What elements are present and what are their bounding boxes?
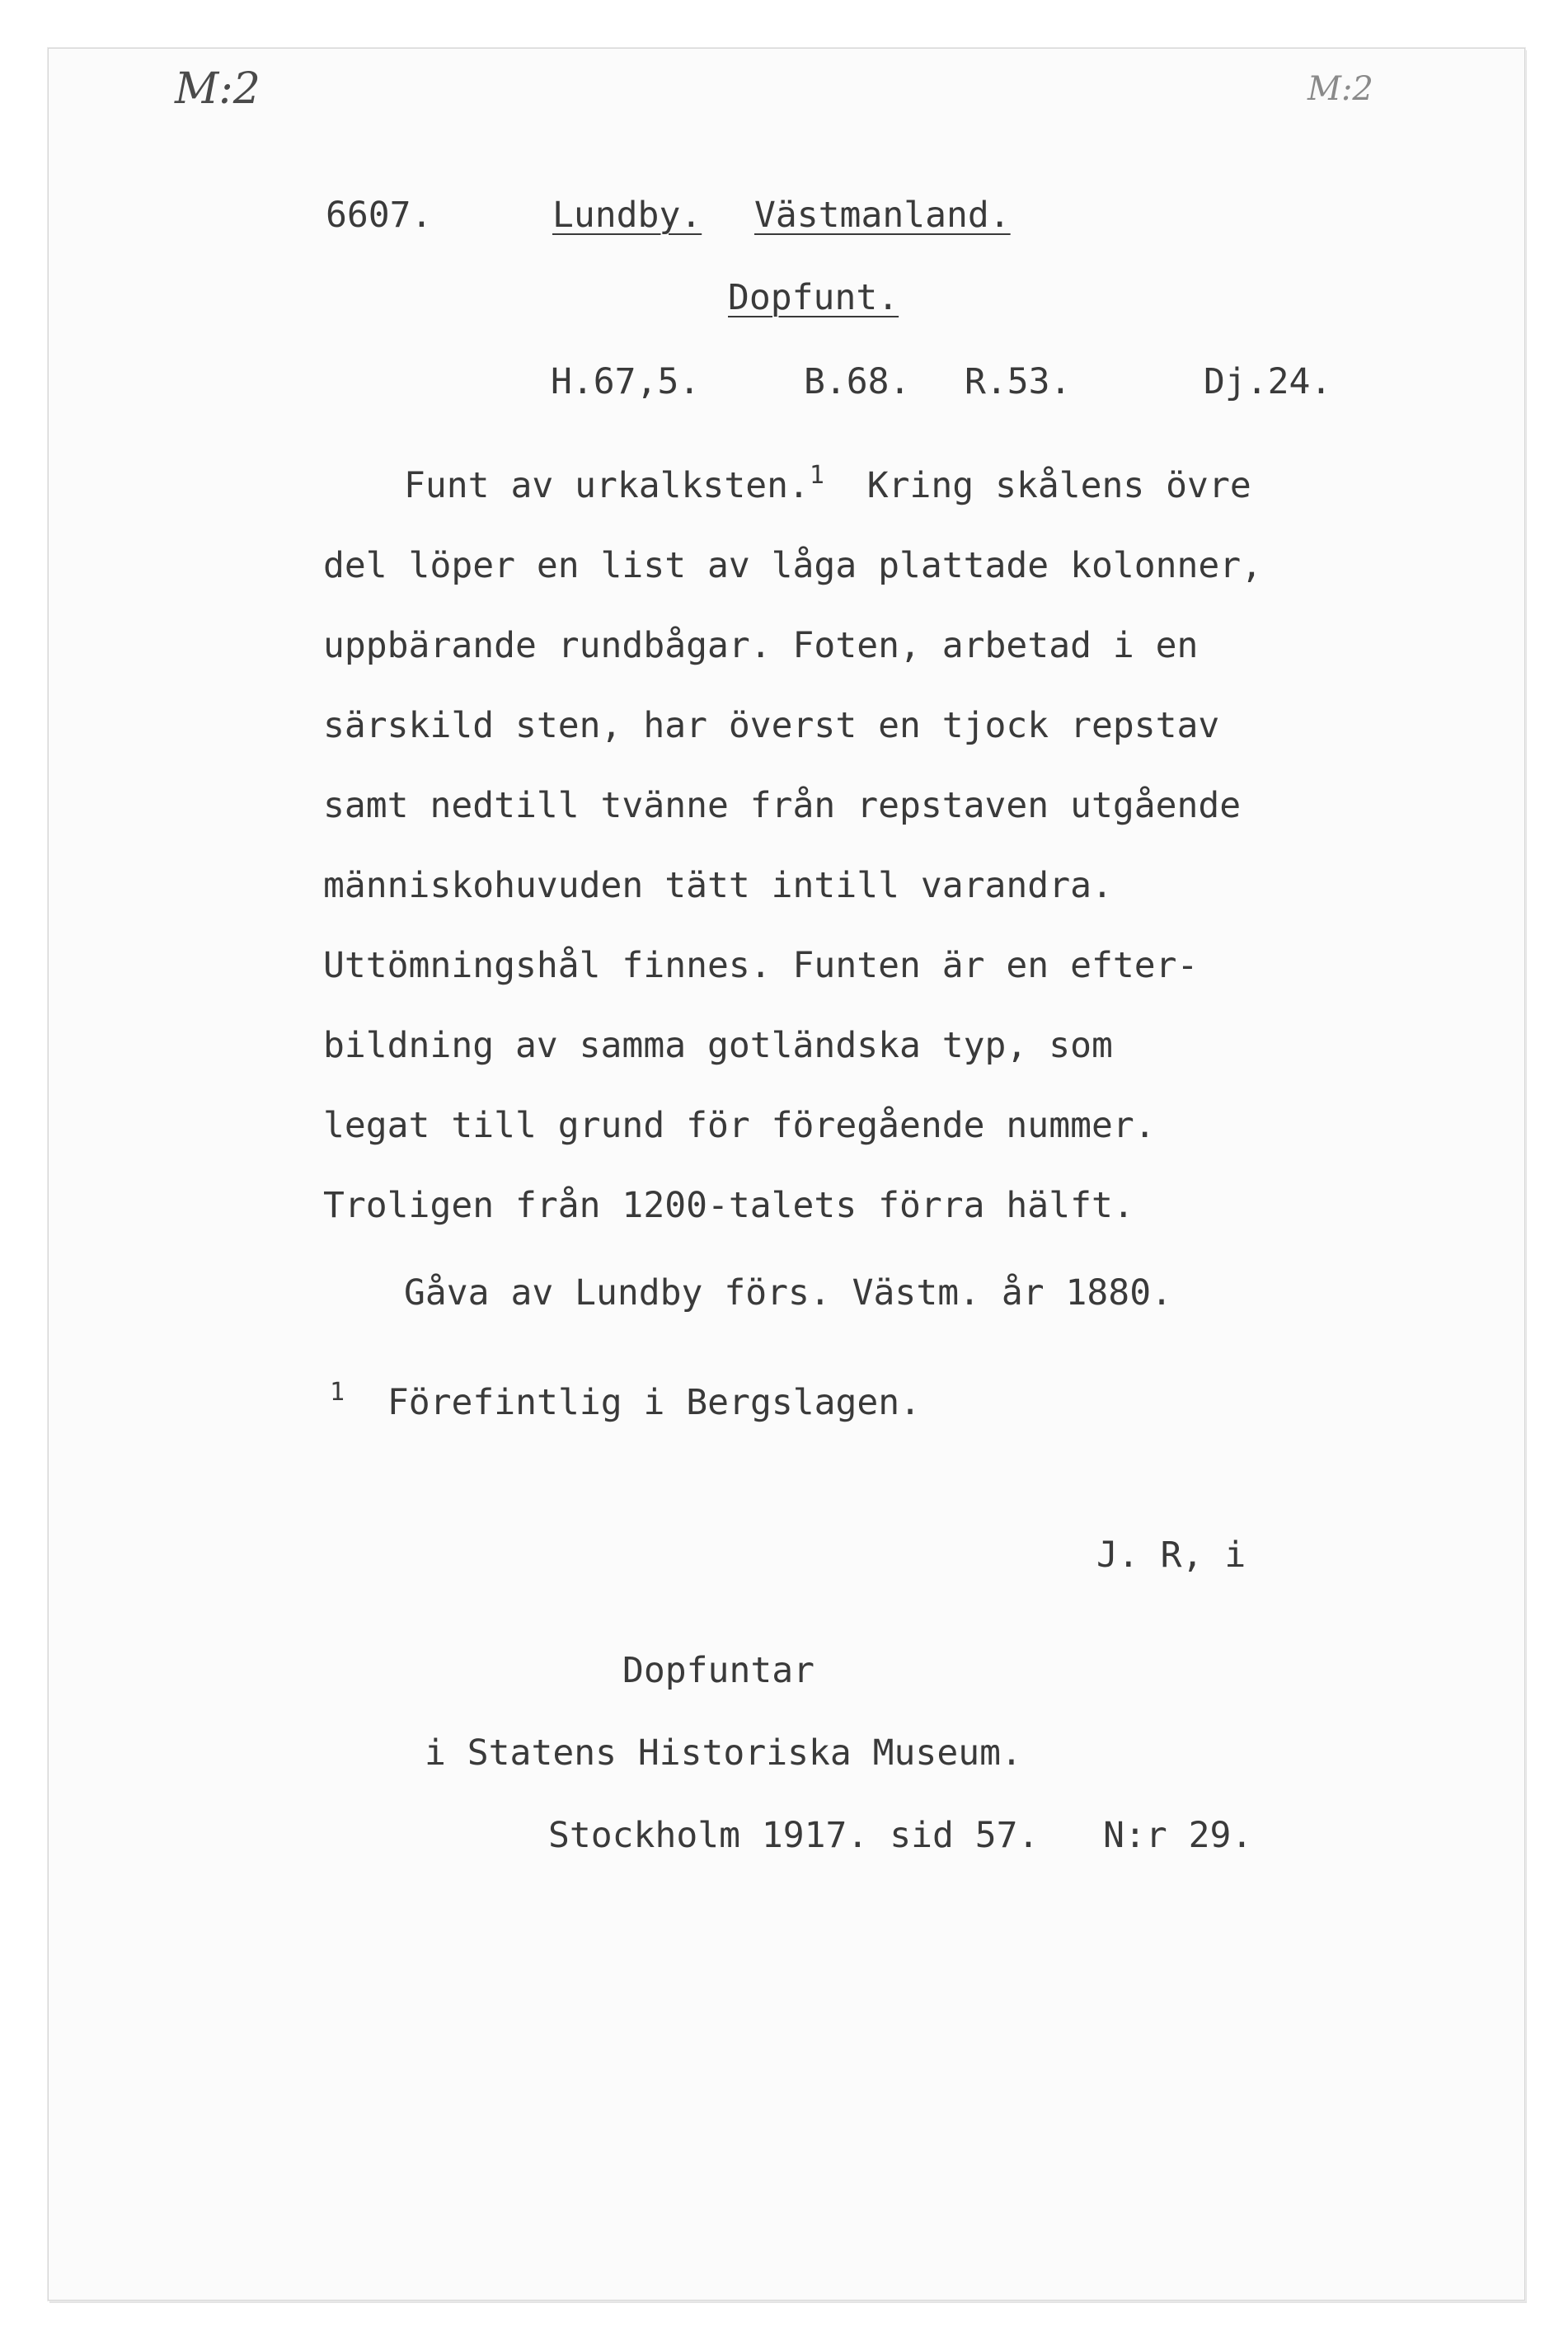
- measurement-height: H.67,5.: [551, 361, 701, 402]
- reference-gap: [1039, 1815, 1103, 1856]
- measurement-width: B.68.: [804, 361, 911, 402]
- body-line-1: [404, 461, 1251, 506]
- gift-note: Gåva av Lundby förs. Västm. år 1880.: [404, 1272, 1172, 1314]
- footnote-gap: [345, 1382, 387, 1423]
- reference-line-1: Dopfuntar: [622, 1650, 815, 1691]
- body-line-1-end: Kring skålens övre: [866, 465, 1251, 506]
- body-line-9: legat till grund för föregående nummer.: [323, 1105, 1156, 1146]
- footnote-text: Förefintlig i Bergslagen.: [387, 1382, 922, 1423]
- reference-place-page: Stockholm 1917. sid 57.: [548, 1815, 1040, 1856]
- body-line-3: uppbärande rundbågar. Foten, arbetad i en: [323, 625, 1199, 666]
- body-line-1-gap: [824, 465, 867, 506]
- body-line-10: Troligen från 1200-talets förra hälft.: [323, 1185, 1134, 1226]
- body-line-1-start: Funt av urkalksten.: [404, 465, 810, 506]
- place-name: Lundby.: [552, 195, 702, 236]
- footnote-reference: 1: [809, 461, 824, 490]
- corner-mark-right: M:2: [1307, 70, 1373, 108]
- body-line-7: Uttömningshål finnes. Funten är en efter-: [323, 945, 1199, 986]
- body-line-2: del löper en list av låga plattade kolonner,: [323, 545, 1263, 586]
- region-name: Västmanland.: [754, 195, 1011, 236]
- body-line-8: bildning av samma gotländska typ, som: [323, 1025, 1113, 1066]
- body-line-4: särskild sten, har överst en tjock repstav: [323, 705, 1220, 746]
- catalog-number: 6607.: [326, 195, 433, 236]
- corner-mark-left: M:2: [175, 64, 261, 114]
- measurement-r: R.53.: [965, 361, 1072, 402]
- footnote: [330, 1378, 922, 1423]
- reference-number: N:r 29.: [1103, 1815, 1253, 1856]
- footnote-marker: 1: [330, 1378, 345, 1407]
- reference-line-3: [548, 1815, 1253, 1856]
- body-line-6: människohuvuden tätt intill varandra.: [323, 865, 1113, 906]
- body-line-5: samt nedtill tvänne från repstaven utgående: [323, 785, 1242, 826]
- signature: J. R, i: [1096, 1535, 1246, 1576]
- object-title: Dopfunt.: [728, 277, 899, 318]
- measurement-dj: Dj.24.: [1204, 361, 1332, 402]
- reference-line-2: i Statens Historiska Museum.: [425, 1732, 1022, 1774]
